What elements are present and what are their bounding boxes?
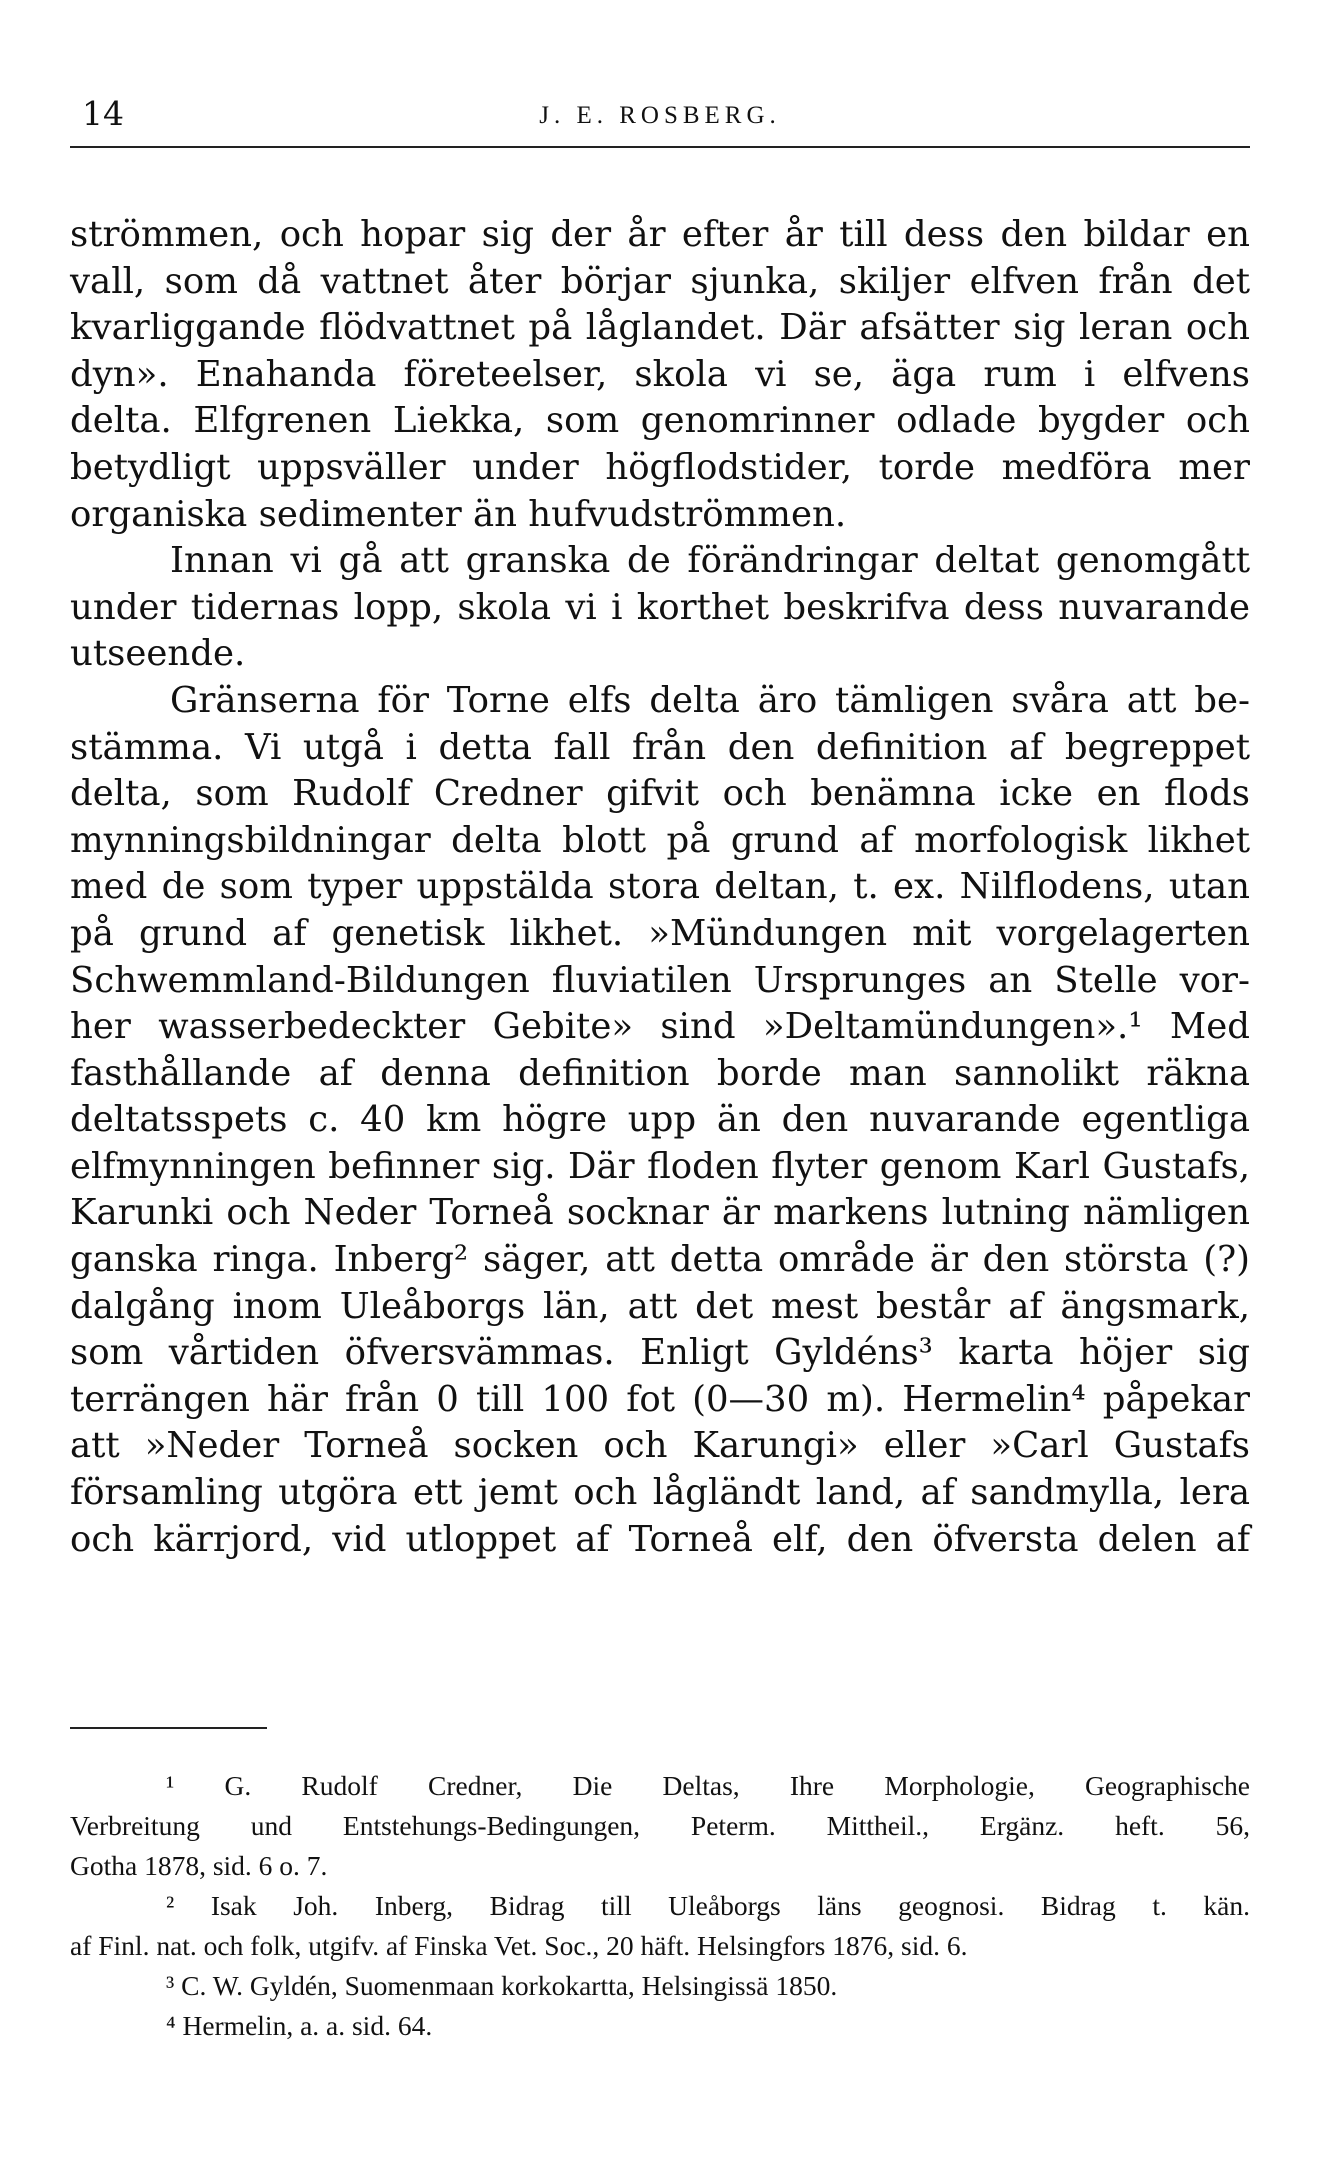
text-line: att »Neder Torneå socken och Karungi» eller »Carl Gustafs <box>70 1425 1250 1467</box>
body-text <box>70 212 1250 1563</box>
text-line: her wasserbedeckter Gebite» sind »Deltamündungen».¹ Med <box>70 1006 1250 1048</box>
text-line: stämma. Vi utgå i detta fall från den definition af begreppet <box>70 726 1250 768</box>
text-line: dalgång inom Uleåborgs län, att det mest består af ängsmark, <box>70 1285 1250 1327</box>
text-line: Innan vi gå att granska de förändringar deltat genomgått <box>170 540 1250 582</box>
text-line: mynningsbildningar delta blott på grund af morfologisk likhet <box>70 819 1250 861</box>
text-line: med de som typer uppstälda stora deltan, t. ex. Nilflodens, utan <box>70 866 1250 908</box>
footnote-line: ² Isak Joh. Inberg, Bidrag till Uleåborgs läns geognosi. Bidrag t. kän. <box>166 1890 1250 1921</box>
text-line: på grund af genetisk likhet. »Mündungen mit vorgelagerten <box>70 912 1250 954</box>
text-line: under tidernas lopp, skola vi i korthet beskrifva dess nuvarande <box>70 586 1250 628</box>
text-line: deltatsspets c. 40 km högre upp än den nuvarande egentliga <box>70 1099 1250 1141</box>
text-line: dyn». Enahanda företeelser, skola vi se, äga rum i elfvens <box>70 353 1250 395</box>
text-line: strömmen, och hopar sig der år efter år till dess den bildar en <box>70 214 1250 255</box>
text-line: kvarliggande flödvattnet på låglandet. Där afsätter sig leran och <box>70 307 1250 349</box>
footnotes <box>70 1766 1250 2046</box>
text-line: och kärrjord, vid utloppet af Torneå elf, den öfversta delen af <box>70 1518 1250 1560</box>
text-line: församling utgöra ett jemt och lågländt land, af sandmylla, lera <box>70 1472 1250 1514</box>
page-header <box>70 84 1250 134</box>
text-line: terrängen här från 0 till 100 fot (0—30 m). Hermelin⁴ påpekar <box>70 1378 1250 1420</box>
text-line: utseende. <box>70 633 246 675</box>
footnote-line: ³ C. W. Gyldén, Suomenmaan korkokartta, Helsingissä 1850. <box>166 1970 838 2001</box>
text-line: vall, som då vattnet åter börjar sjunka, skiljer elfven från det <box>70 260 1250 302</box>
text-line: elfmynningen befinner sig. Där floden flyter genom Karl Gustafs, <box>70 1145 1250 1187</box>
text-line: Karunki och Neder Torneå socknar är markens lutning nämligen <box>70 1192 1250 1234</box>
page-number: 14 <box>82 94 124 133</box>
text-line: Gränserna för Torne elfs delta äro tämligen svåra att be- <box>170 679 1250 721</box>
text-line: organiska sedimenter än hufvudströmmen. <box>70 493 847 535</box>
text-line: betydligt uppsväller under högflodstider, torde medföra mer <box>70 446 1250 488</box>
footnote-line: af Finl. nat. och folk, utgifv. af Finska Vet. Soc., 20 häft. Helsingfors 1876, sid. 6. <box>70 1930 968 1961</box>
text-line: fasthållande af denna definition borde man sannolikt räkna <box>70 1052 1250 1094</box>
text-line: delta, som Rudolf Credner gifvit och benämna icke en flods <box>70 773 1250 815</box>
text-line: delta. Elfgrenen Liekka, som genomrinner odlade bygder och <box>70 400 1250 442</box>
footnote-rule <box>70 1727 267 1729</box>
header-rule <box>70 146 1250 148</box>
footnote-line: ¹ G. Rudolf Credner, Die Deltas, Ihre Morphologie, Geographische <box>166 1770 1250 1801</box>
footnote-line: Verbreitung und Entstehungs-Bedingungen, Peterm. Mittheil., Ergänz. heft. 56, <box>70 1810 1250 1841</box>
footnote-line: Gotha 1878, sid. 6 o. 7. <box>70 1850 328 1881</box>
text-line: som vårtiden öfversvämmas. Enligt Gyldéns³ karta höjer sig <box>70 1332 1250 1374</box>
text-line: ganska ringa. Inberg² säger, att detta område är den största (?) <box>70 1239 1250 1281</box>
running-head: J. E. ROSBERG. <box>539 102 781 129</box>
footnote-line: ⁴ Hermelin, a. a. sid. 64. <box>166 2010 433 2041</box>
text-line: Schwemmland-Bildungen fluviatilen Ursprunges an Stelle vor- <box>70 959 1250 1001</box>
